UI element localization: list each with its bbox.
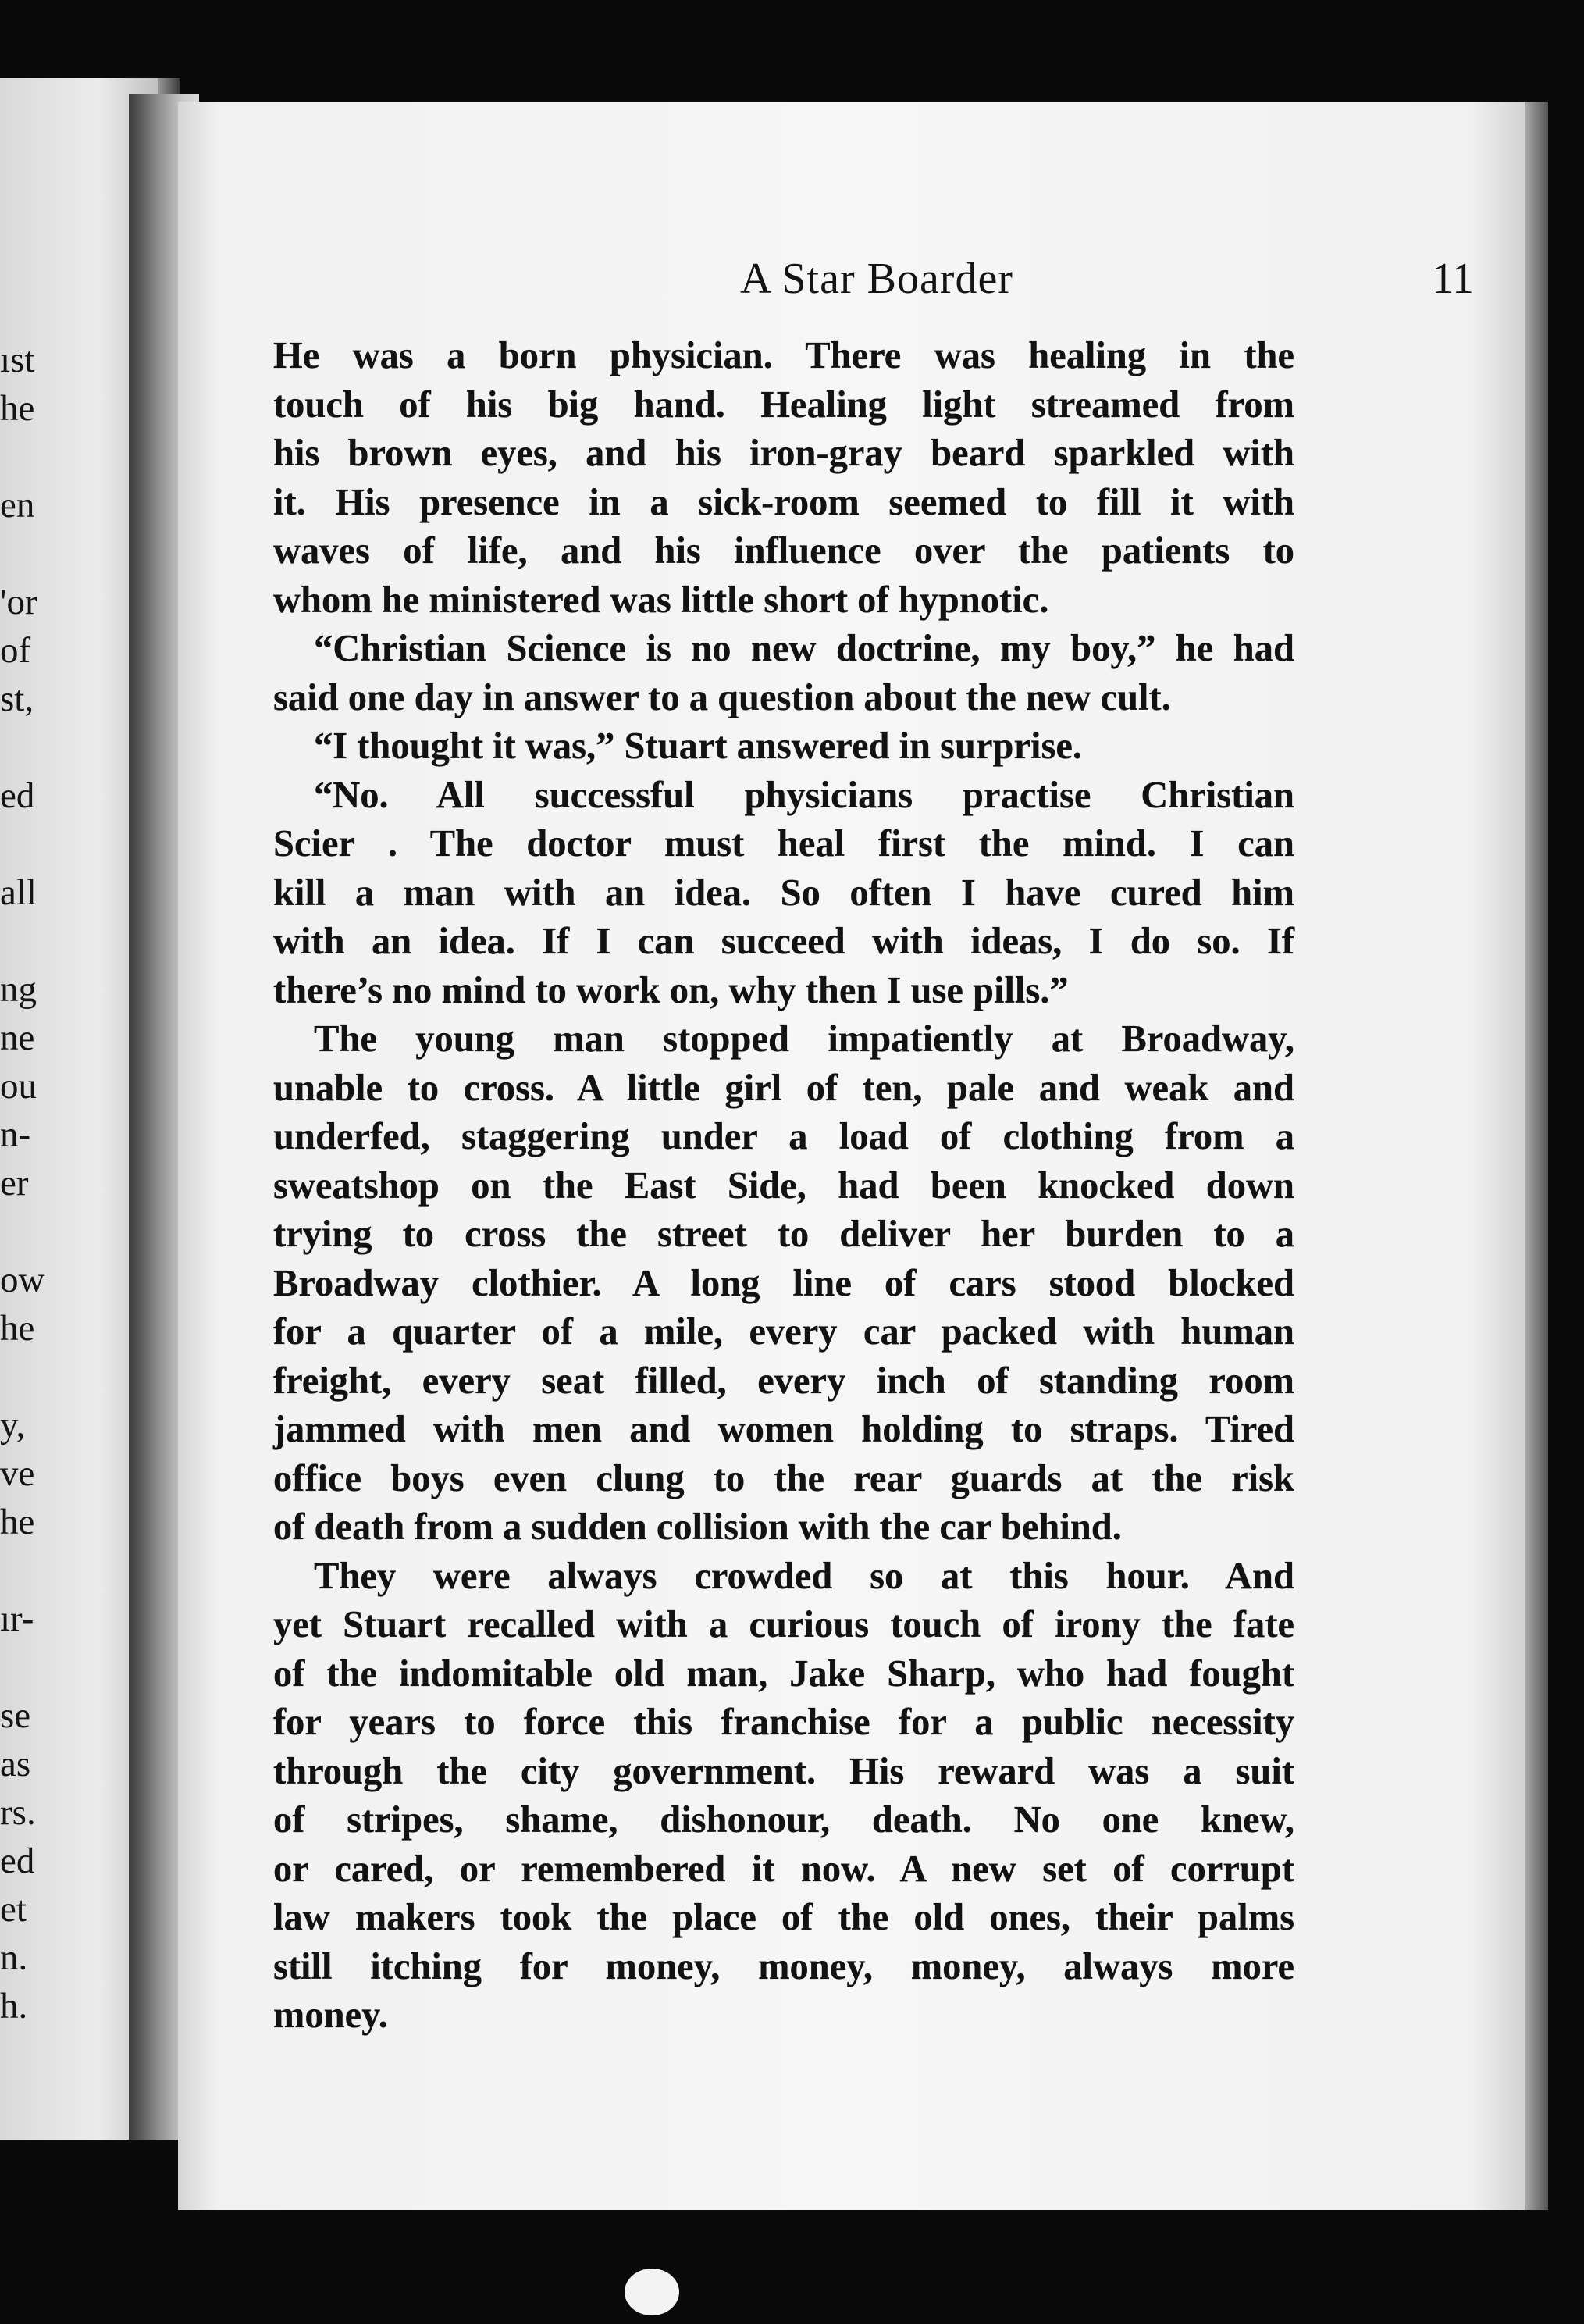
text-line: for years to force this franchise for a public necessity xyxy=(273,1702,1294,1743)
text-line: it. His presence in a sick-room seemed to fill it with xyxy=(273,481,1294,523)
facing-page-fragment: all xyxy=(0,872,37,913)
text-line: through the city government. His reward was a suit xyxy=(273,1750,1294,1792)
text-line: of death from a sudden collision with the car behind. xyxy=(273,1506,1122,1548)
paragraph xyxy=(273,772,1294,1016)
facing-page-fragment: ne xyxy=(0,1018,35,1058)
facing-page-fragment: n- xyxy=(0,1114,31,1155)
body-text xyxy=(273,332,1294,2041)
text-line: office boys even clung to the rear guards at the risk xyxy=(273,1457,1294,1499)
text-line: law makers took the place of the old ones, their palms xyxy=(273,1897,1294,1938)
facing-page-fragment xyxy=(0,1207,148,1256)
facing-page-fragment: rs. xyxy=(0,1792,36,1833)
page-number: 11 xyxy=(1432,255,1474,303)
text-line: “I thought it was,” Stuart answered in surprise. xyxy=(314,725,1083,767)
facing-page-fragment: ve xyxy=(0,1453,35,1494)
paragraph xyxy=(273,332,1294,625)
text-line: kill a man with an idea. So often I have cured him xyxy=(273,872,1294,914)
text-line: touch of his big hand. Healing light streamed from xyxy=(273,383,1294,426)
text-line: trying to cross the street to deliver her burden to a xyxy=(273,1214,1294,1255)
facing-page-fragment: y, xyxy=(0,1405,26,1445)
facing-page-fragment xyxy=(0,1546,148,1595)
text-line: The young man stopped impatiently at Broadway, xyxy=(314,1018,1294,1060)
text-line: or cared, or remembered it now. A new set of corrupt xyxy=(273,1848,1294,1890)
text-line: freight, every seat filled, every inch of standing room xyxy=(273,1360,1294,1402)
facing-page-fragment xyxy=(0,820,148,868)
text-line: his brown eyes, and his iron-gray beard sparkled with xyxy=(273,433,1294,474)
text-line: there’s no mind to work on, why then I use pills.” xyxy=(273,969,1069,1011)
facing-page-fragment xyxy=(0,433,148,481)
running-title: A Star Boarder xyxy=(740,255,1013,303)
facing-page-fragment: ow xyxy=(0,1260,45,1300)
facing-page-fragment: se xyxy=(0,1695,31,1736)
facing-page-fragment: ıst xyxy=(0,340,35,380)
facing-page-fragment: as xyxy=(0,1744,31,1784)
facing-page-fragment: st, xyxy=(0,679,34,719)
facing-page-fragment: et xyxy=(0,1889,27,1930)
paper-notch xyxy=(625,2269,679,2315)
paragraph xyxy=(273,625,1294,722)
facing-page-fragment xyxy=(0,723,148,772)
book-page xyxy=(178,102,1525,2210)
text-line: yet Stuart recalled with a curious touch of irony the fate xyxy=(273,1604,1294,1645)
text-line: underfed, staggering under a load of clothing from a xyxy=(273,1116,1294,1157)
text-line: Scier . The doctor must heal first the mind. I can xyxy=(273,823,1294,864)
text-line: He was a born physician. There was healing in the xyxy=(273,335,1294,376)
text-line: for a quarter of a mile, every car packed with human xyxy=(273,1311,1294,1353)
text-line: “No. All successful physicians practise Christian xyxy=(314,774,1294,816)
page-header xyxy=(279,254,1474,316)
facing-page-fragment xyxy=(0,1353,148,1401)
text-line: said one day in answer to a question about the new cult. xyxy=(273,676,1171,718)
text-line: They were always crowded so at this hour. And xyxy=(314,1555,1294,1597)
page-edge xyxy=(1525,102,1548,2210)
facing-page-fragment: ng xyxy=(0,969,37,1010)
text-line: Broadway clothier. A long line of cars stood blocked xyxy=(273,1262,1294,1304)
text-line: money. xyxy=(273,1994,388,2036)
facing-page-fragment: en xyxy=(0,485,35,526)
facing-page-text-fragments xyxy=(0,336,148,2030)
facing-page-fragment xyxy=(0,1643,148,1691)
paragraph xyxy=(273,1015,1294,1552)
facing-page-fragment: ır- xyxy=(0,1599,34,1639)
text-line: waves of life, and his influence over the patients to xyxy=(273,530,1294,572)
paragraph xyxy=(273,722,1294,772)
paragraph xyxy=(273,1552,1294,2041)
facing-page-fragment: he xyxy=(0,388,35,429)
facing-page-fragment: ed xyxy=(0,1841,35,1881)
facing-page-fragment: 'or xyxy=(0,582,37,622)
text-line: with an idea. If I can succeed with ideas, I do so. If xyxy=(273,921,1294,962)
text-line: still itching for money, money, money, always more xyxy=(273,1945,1294,1987)
text-line: sweatshop on the East Side, had been knocked down xyxy=(273,1164,1294,1207)
facing-page-fragment xyxy=(0,529,148,578)
facing-page-fragment: he xyxy=(0,1308,35,1349)
facing-page-fragment: he xyxy=(0,1502,35,1542)
facing-page-fragment: ou xyxy=(0,1066,37,1107)
facing-page-fragment: ed xyxy=(0,775,35,816)
facing-page-fragment: n. xyxy=(0,1937,28,1978)
text-line: unable to cross. A little girl of ten, pale and weak and xyxy=(273,1067,1294,1109)
facing-page-fragment: of xyxy=(0,630,31,671)
text-line: “Christian Science is no new doctrine, my boy,” he had xyxy=(314,628,1294,669)
facing-page-fragment xyxy=(0,917,148,965)
text-line: of stripes, shame, dishonour, death. No one knew, xyxy=(273,1799,1294,1841)
facing-page-fragment: er xyxy=(0,1163,29,1203)
facing-page-fragment: h. xyxy=(0,1986,28,2026)
text-line: whom he ministered was little short of hypnotic. xyxy=(273,579,1049,621)
text-line: of the indomitable old man, Jake Sharp, who had fought xyxy=(273,1652,1294,1695)
text-line: jammed with men and women holding to straps. Tired xyxy=(273,1409,1294,1450)
